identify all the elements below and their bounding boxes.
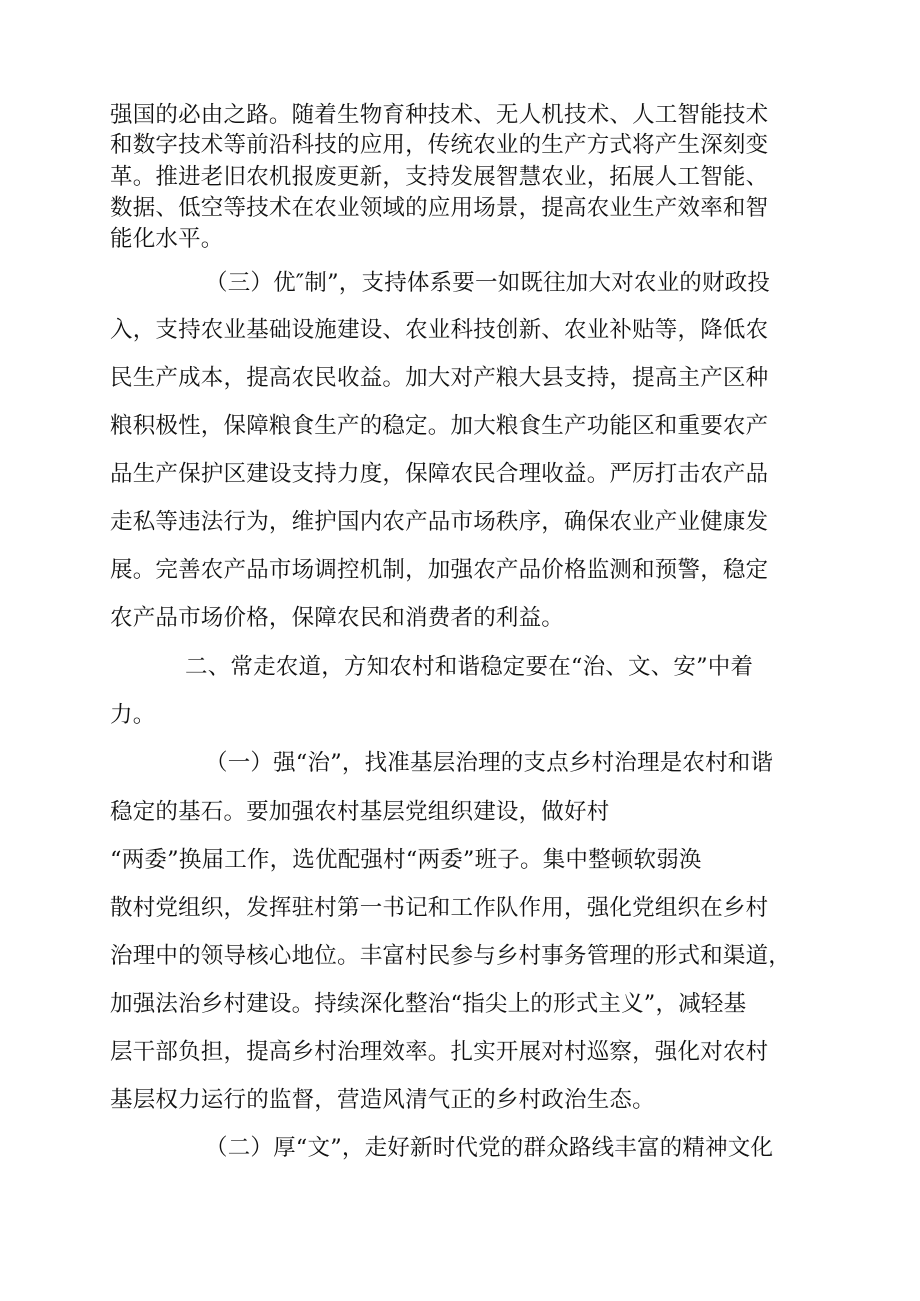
text-line: 走私等违法行为，维护国内农产品市场秩序，确保农业产业健康发 xyxy=(110,509,769,535)
paragraph-heading-line: （一）强“治”，找准基层治理的支点乡村治理是农村和谐 xyxy=(205,750,774,776)
text-line: 散村党组织，发挥驻村第一书记和工作队作用，强化党组织在乡村 xyxy=(110,895,769,921)
text-line: 展。完善农产品市场调控机制，加强农产品价格监测和预警，稳定 xyxy=(110,557,769,583)
section-heading-line: 二、常走农道，方知农村和谐稳定要在“治、文、安”中着 xyxy=(185,654,754,680)
text-line: 入，支持农业基础设施建设、农业科技创新、农业补贴等，降低农 xyxy=(110,317,769,343)
text-line: 稳定的基石。要加强农村基层党组织建设，做好村 xyxy=(110,799,610,825)
paragraph-heading-line: （三）优″制”，支持体系要一如既往加大对农业的财政投 xyxy=(205,270,771,296)
text-line: “两委”换届工作，选优配强村“两委”班子。集中整顿软弱涣 xyxy=(110,847,702,873)
paragraph-heading-line: （二）厚“文”，走好新时代党的群众路线丰富的精神文化 xyxy=(205,1135,774,1161)
text-line: 品生产保护区建设支持力度，保障农民合理收益。严厉打击农产品 xyxy=(110,461,769,487)
text-line: 数据、低空等技术在农业领域的应用场景，提高农业生产效率和智 xyxy=(110,195,769,221)
text-line: 和数字技术等前沿科技的应用，传统农业的生产方式将产生深刻变 xyxy=(110,132,769,158)
text-line: 加强法治乡村建设。持续深化整治“指尖上的形式主义”，减轻基 xyxy=(110,991,747,1017)
text-line: 力。 xyxy=(110,702,156,728)
text-line: 民生产成本，提高农民收益。加大对产粮大县支持，提高主产区种 xyxy=(110,365,769,391)
text-line: 农产品市场价格，保障农民和消费者的利益。 xyxy=(110,605,565,631)
text-line: 能化水平。 xyxy=(110,226,224,252)
text-line: 治理中的领导核心地位。丰富村民参与乡村事务管理的形式和渠道， xyxy=(110,943,792,969)
text-line: 层干部负担，提高乡村治理效率。扎实开展对村巡察，强化对农村 xyxy=(110,1039,769,1065)
text-line: 基层权力运行的监督，营造风清气正的乡村政治生态。 xyxy=(110,1087,655,1113)
text-line: 革。推进老旧农机报废更新，支持发展智慧农业，拓展人工智能、 xyxy=(110,164,769,190)
text-line: 粮积极性，保障粮食生产的稳定。加大粮食生产功能区和重要农产 xyxy=(110,413,769,439)
text-line: 强国的必由之路。随着生物育种技术、无人机技术、人工智能技术 xyxy=(110,102,769,128)
